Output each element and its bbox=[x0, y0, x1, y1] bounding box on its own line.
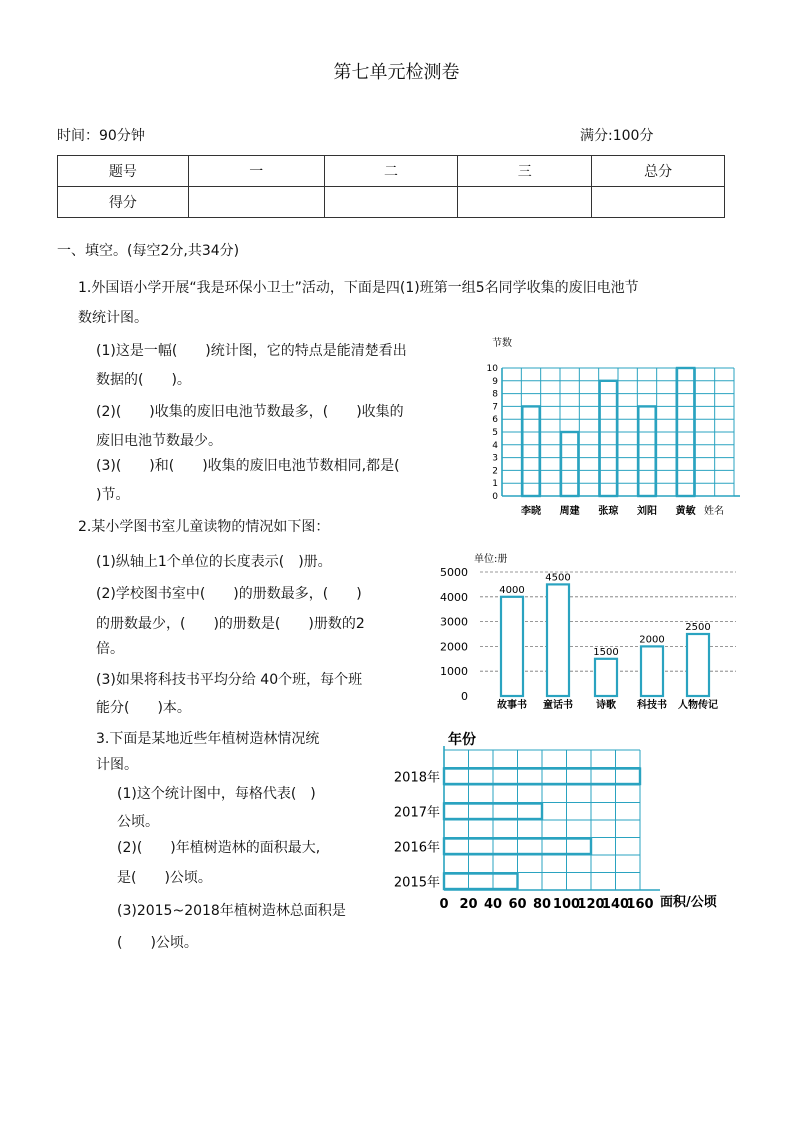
chart1-bar bbox=[522, 406, 539, 496]
chart1-ytick: 7 bbox=[492, 402, 498, 413]
q2-p2c: 倍。 bbox=[96, 641, 124, 657]
chart2-ytick: 3000 bbox=[440, 615, 468, 629]
chart2-value-label: 2000 bbox=[639, 634, 665, 646]
chart2-ytick: 1000 bbox=[440, 665, 468, 679]
q1-line1: 1.外国语小学开展“我是环保小卫士”活动，下面是四(1)班第一组5名同学收集的废旧电池节 bbox=[78, 280, 639, 296]
q3-p2a: (2)( )年植树造林的面积最大, bbox=[117, 840, 321, 856]
q1-p1b: 数据的( )。 bbox=[96, 372, 191, 388]
chart3-xtick: 40 bbox=[483, 897, 503, 912]
chart2-bar bbox=[687, 634, 709, 696]
chart1-ytick: 1 bbox=[492, 479, 498, 490]
chart2-ylabel: 单位:册 bbox=[474, 554, 508, 565]
q3-p1b: 公顷。 bbox=[117, 814, 159, 830]
tree-planting-chart bbox=[386, 728, 740, 918]
chart2-bar bbox=[547, 584, 569, 696]
chart2-bar bbox=[501, 597, 523, 696]
chart2-ytick: 4000 bbox=[440, 590, 468, 604]
chart2-category: 故事书 bbox=[497, 700, 527, 711]
q1-p3b: )节。 bbox=[96, 487, 130, 503]
score-cell[interactable] bbox=[324, 187, 458, 218]
chart1-category: 周建 bbox=[559, 506, 580, 517]
chart1-ytick: 10 bbox=[486, 364, 498, 374]
q3-p2b: 是( )公顷。 bbox=[117, 870, 212, 886]
chart3-ylabel: 年份 bbox=[448, 732, 476, 748]
q2-line1: 2.某小学图书室儿童读物的情况如下图： bbox=[78, 519, 330, 535]
chart1-ytick: 3 bbox=[492, 453, 498, 464]
q1-line2: 数统计图。 bbox=[78, 310, 148, 326]
chart2-value-label: 2500 bbox=[685, 622, 711, 633]
chart2-ytick: 5000 bbox=[440, 566, 468, 579]
chart3-category: 2016年 bbox=[393, 840, 440, 856]
score-table-score-row bbox=[58, 187, 725, 218]
page-title: 第七单元检测卷 bbox=[333, 62, 460, 83]
time-label: 时间：90分钟 bbox=[57, 128, 145, 144]
header-cell: 三 bbox=[458, 156, 592, 187]
chart3-xtick: 100 bbox=[552, 897, 581, 912]
chart3-xtick: 60 bbox=[508, 897, 527, 912]
q3-p3a: (3)2015~2018年植树造林总面积是 bbox=[117, 903, 346, 919]
chart1-category: 刘阳 bbox=[637, 506, 657, 517]
chart3-xtick: 160 bbox=[626, 897, 654, 912]
chart1-ytick: 6 bbox=[492, 415, 498, 426]
chart2-value-label: 1500 bbox=[593, 646, 619, 658]
score-table-header-row bbox=[58, 156, 725, 187]
chart2-value-label: 4000 bbox=[499, 584, 525, 596]
q2-p2a: (2)学校图书室中( )的册数最多，( ) bbox=[96, 586, 362, 602]
score-cell[interactable] bbox=[458, 187, 592, 218]
chart2-bar bbox=[595, 659, 617, 696]
chart3-xtick: 0 bbox=[439, 897, 449, 912]
chart1-category: 黄敏 bbox=[675, 506, 696, 517]
q2-p1: (1)纵轴上1个单位的长度表示( )册。 bbox=[96, 554, 332, 570]
chart2-value-label: 4500 bbox=[545, 572, 571, 584]
chart2-bar bbox=[641, 646, 663, 696]
header-cell: 一 bbox=[188, 156, 324, 187]
q3-p3b: ( )公顷。 bbox=[117, 935, 198, 951]
chart2-category: 童话书 bbox=[543, 700, 573, 711]
chart1-ytick: 5 bbox=[492, 428, 498, 438]
chart1-ylabel: 节数 bbox=[492, 338, 512, 349]
chart1-ytick: 0 bbox=[492, 492, 498, 502]
chart1-bar bbox=[600, 381, 617, 496]
chart1-bar bbox=[561, 432, 578, 496]
chart2-category: 诗歌 bbox=[596, 700, 616, 711]
header-cell: 二 bbox=[324, 156, 458, 187]
chart3-category: 2015年 bbox=[393, 875, 440, 891]
score-cell[interactable] bbox=[592, 187, 725, 218]
chart3-xtick: 140 bbox=[601, 897, 630, 912]
chart3-category: 2017年 bbox=[393, 805, 440, 821]
q3-p1a: (1)这个统计图中，每格代表( ) bbox=[117, 786, 316, 802]
chart3-category: 2018年 bbox=[393, 770, 440, 786]
chart2-category: 科技书 bbox=[637, 700, 667, 711]
q2-p3a: (3)如果将科技书平均分给 40个班，每个班 bbox=[96, 672, 363, 688]
chart1-category: 李晓 bbox=[521, 506, 541, 517]
battery-chart bbox=[480, 332, 740, 524]
q3-line1a: 3.下面是某地近些年植树造林情况统 bbox=[96, 731, 320, 747]
header-cell: 题号 bbox=[58, 156, 189, 187]
q1-p1a: (1)这是一幅( )统计图，它的特点是能清楚看出 bbox=[96, 343, 407, 359]
score-table bbox=[57, 155, 725, 218]
header-cell: 总分 bbox=[592, 156, 725, 187]
chart3-xlabel: 面积/公顷 bbox=[660, 895, 717, 910]
chart1-xlabel: 姓名 bbox=[704, 506, 724, 517]
chart2-category: 人物传记 bbox=[678, 700, 718, 711]
chart3-xtick: 80 bbox=[532, 897, 552, 912]
books-chart bbox=[430, 548, 740, 718]
chart1-bar bbox=[638, 406, 655, 496]
chart2-ytick: 0 bbox=[461, 690, 468, 703]
chart3-xtick: 120 bbox=[577, 897, 605, 912]
chart3-bar bbox=[444, 874, 518, 890]
full-score-label: 满分:100分 bbox=[580, 128, 654, 144]
chart1-category: 张琼 bbox=[598, 506, 619, 517]
score-cell[interactable] bbox=[188, 187, 324, 218]
q1-p2b: 废旧电池节数最少。 bbox=[96, 433, 222, 449]
q3-line1b: 计图。 bbox=[96, 757, 138, 773]
q1-p3a: (3)( )和( )收集的废旧电池节数相同,都是( bbox=[96, 458, 400, 474]
q1-p2a: (2)( )收集的废旧电池节数最多，( )收集的 bbox=[96, 404, 404, 420]
chart1-ytick: 2 bbox=[492, 466, 498, 477]
chart1-ytick: 4 bbox=[492, 440, 498, 451]
chart1-ytick: 8 bbox=[492, 389, 498, 400]
q2-p2b: 的册数最少，( )的册数是( )册数的2 bbox=[96, 616, 365, 632]
chart1-ytick: 9 bbox=[492, 376, 498, 387]
chart3-xtick: 20 bbox=[459, 897, 478, 912]
section1-title: 一、填空。(每空2分,共34分) bbox=[57, 243, 240, 259]
chart2-ytick: 2000 bbox=[440, 640, 468, 654]
row-label: 得分 bbox=[58, 187, 189, 218]
q2-p3b: 能分( )本。 bbox=[96, 700, 191, 716]
